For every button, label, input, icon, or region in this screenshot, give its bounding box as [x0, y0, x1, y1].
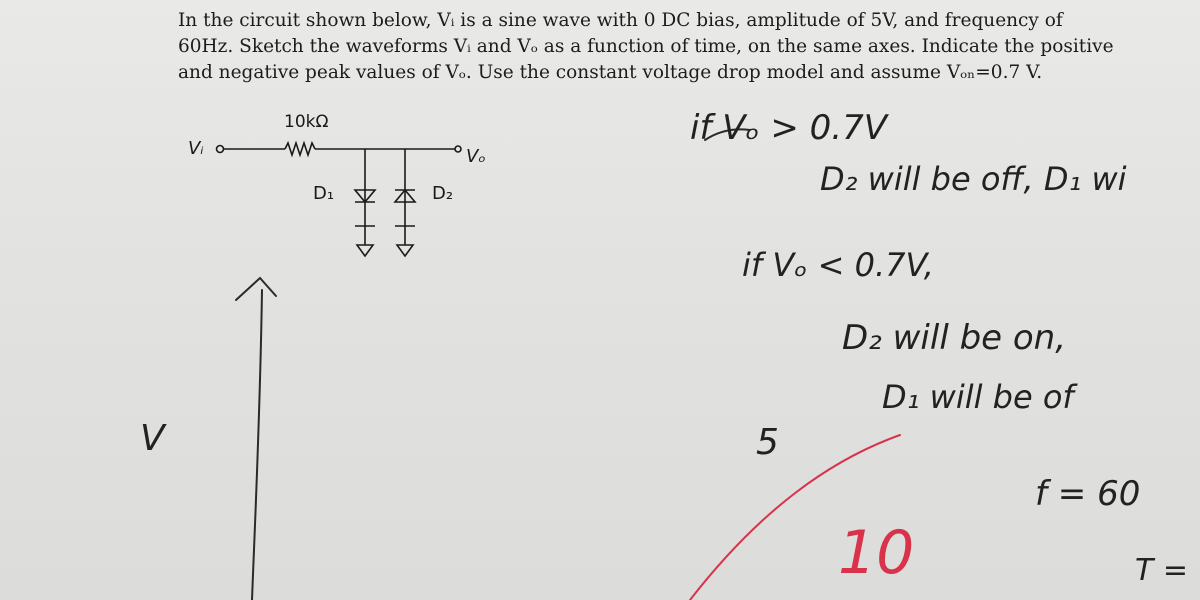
- note-line-4: D₂ will be on,: [842, 318, 1067, 358]
- resistor-label: 10kΩ: [284, 112, 329, 132]
- diode1-label: D₁: [313, 183, 335, 204]
- note-mark-5: 5: [756, 422, 779, 463]
- resistor-symbol: [285, 143, 315, 155]
- hand-drawn-axis: [252, 290, 262, 600]
- problem-line-1: In the circuit shown below, Vᵢ is a sine wave with 0 DC bias, amplitude of 5V, and frequency of: [178, 10, 1063, 31]
- note-line-1: if Vₒ > 0.7V: [690, 108, 887, 148]
- note-line-5: D₁ will be of: [882, 378, 1074, 416]
- note-mark-v: V: [140, 418, 165, 459]
- problem-line-2: 60Hz. Sketch the waveforms Vᵢ and Vₒ as a function of time, on the same axes. Indicate the positive: [178, 36, 1114, 57]
- output-label: Vₒ: [466, 146, 486, 167]
- note-mark-10: 10: [838, 518, 915, 588]
- note-line-7: T =: [1135, 553, 1188, 588]
- input-terminal: [217, 146, 224, 153]
- diode2-label: D₂: [432, 183, 454, 204]
- note-line-3: if Vₒ < 0.7V,: [742, 246, 934, 284]
- note-line-2: D₂ will be off, D₁ wi: [820, 160, 1127, 198]
- note-line-6: f = 60: [1035, 474, 1141, 514]
- input-label: Vᵢ: [188, 138, 204, 159]
- ground2-icon: [397, 245, 413, 256]
- ground1-icon: [357, 245, 373, 256]
- problem-line-3: and negative peak values of Vₒ. Use the constant voltage drop model and assume Vₒₙ=0.7 V.: [178, 62, 1043, 83]
- axis-arrow-icon: [236, 278, 276, 300]
- output-terminal: [455, 146, 461, 152]
